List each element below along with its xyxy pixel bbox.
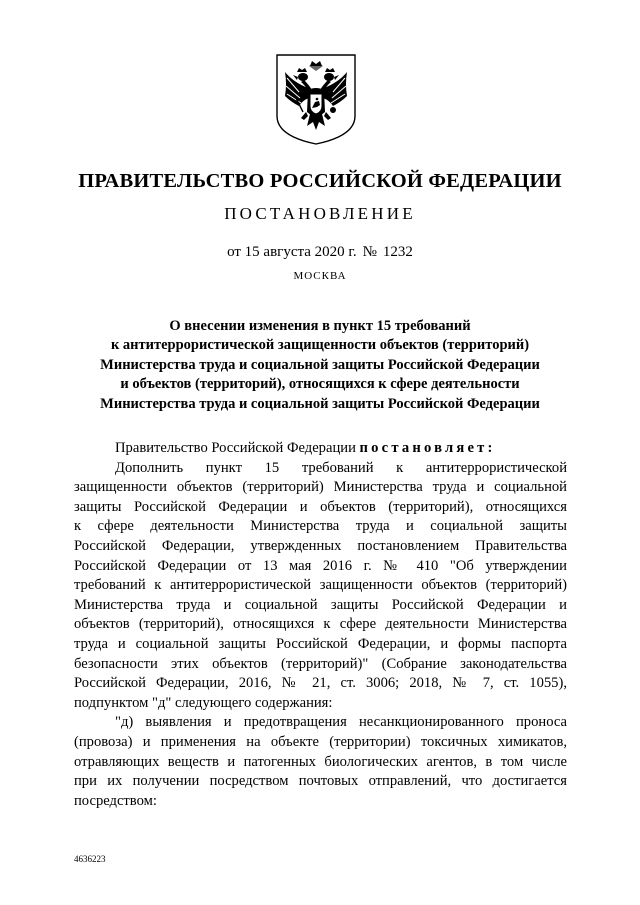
body-line: к сфере деятельности Министерства труда и социальной защиты [74,518,567,535]
body-line: Дополнить пункт 15 требований к антитеррористической [115,459,567,476]
document-subject [0,317,640,414]
resolves-word: постановляет: [359,440,496,456]
subject-line: О внесении изменения в пункт 15 требований [169,318,471,334]
document-code: 4636223 [74,854,106,864]
document-number: 1232 [382,244,413,260]
document-date-number [0,244,640,261]
body-line: посредством: [74,792,157,809]
subject-line: к антитеррористической защищенности объектов (территорий) [110,337,530,354]
subject-line: и объектов (территорий), относящихся к сфере деятельности [120,376,520,393]
body-line: Российской Федерации от 13 мая 2016 г. № 410 "Об утверждении [74,557,567,574]
body-line: защиты Российской Федерации и объектов (территорий), относящихся [74,498,567,515]
document-body [74,439,567,811]
coat-of-arms-icon [273,52,359,146]
number-sign: № [362,244,377,260]
preamble-line [74,439,567,459]
preamble-text: Правительство Российской Федерации [115,440,356,456]
subject-line: Министерства труда и социальной защиты Российской Федерации [100,395,540,412]
body-line: объектов (территорий), относящихся к сфере деятельности Министерства [74,616,567,633]
body-line: требований к антитеррористической защищенности объектов (территорий) [74,577,567,594]
body-line: безопасности этих объектов (территорий)" (Собрание законодательства [74,655,567,672]
document-type: ПОСТАНОВЛЕНИЕ [224,204,416,223]
body-line: при их получении посредством почтовых отправлений, что достигается [74,773,567,790]
body-line: подпунктом "д" следующего содержания: [74,694,333,711]
body-line: (провоза) и применения на объекте (территории) токсичных химикатов, [74,733,567,750]
body-line: труда и социальной защиты Российской Федерации, и формы паспорта [74,635,567,652]
body-line: Российской Федерации, 2016, № 21, ст. 3006; 2018, № 7, ст. 1055), [74,675,567,692]
body-line: "д) выявления и предотвращения несанкционированного проноса [115,714,567,731]
body-line: Министерства труда и социальной защиты Российской Федерации и [74,596,567,613]
body-line: отравляющих веществ и патогенных биологических агентов, в том числе [74,753,567,770]
document-date: от 15 августа 2020 г. [227,244,357,260]
body-line: Российской Федерации, утвержденных постановлением Правительства [74,537,567,554]
body-line: защищенности объектов (территорий) Министерства труда и социальной [74,479,567,496]
subject-line: Министерства труда и социальной защиты Российской Федерации [100,356,540,373]
government-title: ПРАВИТЕЛЬСТВО РОССИЙСКОЙ ФЕДЕРАЦИИ [78,170,562,192]
document-city: МОСКВА [293,270,347,282]
